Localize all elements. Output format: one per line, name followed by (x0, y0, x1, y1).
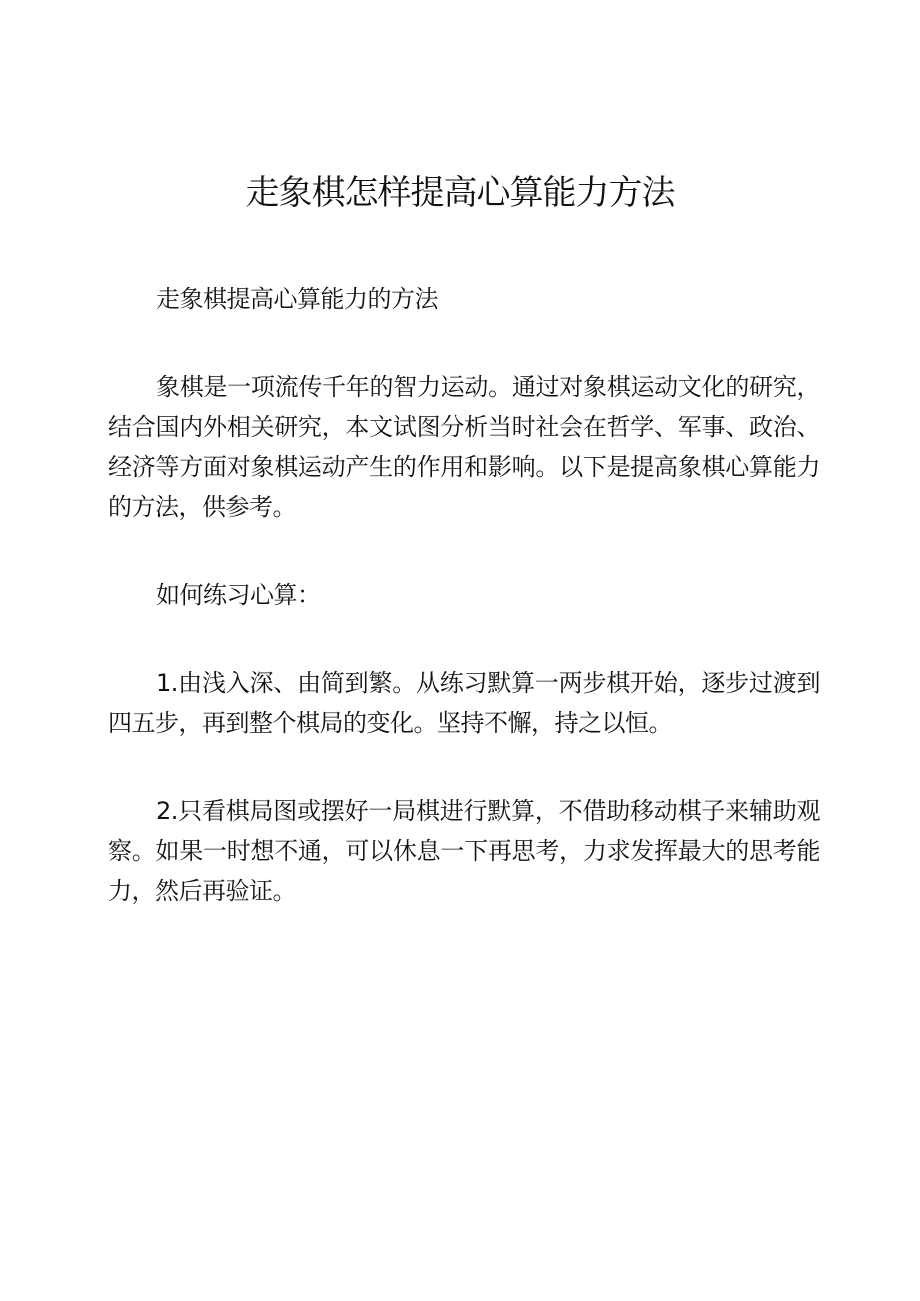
document-body (108, 279, 820, 911)
intro-paragraph: 象棋是一项流传千年的智力运动。通过对象棋运动文化的研究，结合国内外相关研究，本文试图分析当时社会在哲学、军事、政治、经济等方面对象棋运动产生的作用和影响。以下是提高象棋心算能力的方法，供参考。 (108, 373, 820, 521)
subtitle-paragraph: 走象棋提高心算能力的方法 (156, 285, 438, 313)
method-1-paragraph: 1.由浅入深、由简到繁。从练习默算一两步棋开始，逐步过渡到四五步，再到整个棋局的变化。坚持不懈，持之以恒。 (108, 669, 820, 737)
document-title: 走象棋怎样提高心算能力方法 (245, 173, 675, 213)
method-2-paragraph: 2.只看棋局图或摆好一局棋进行默算，不借助移动棋子来辅助观察。如果一时想不通，可以休息一下再思考，力求发挥最大的思考能力，然后再验证。 (108, 797, 820, 905)
practice-heading-paragraph: 如何练习心算： (156, 581, 321, 609)
